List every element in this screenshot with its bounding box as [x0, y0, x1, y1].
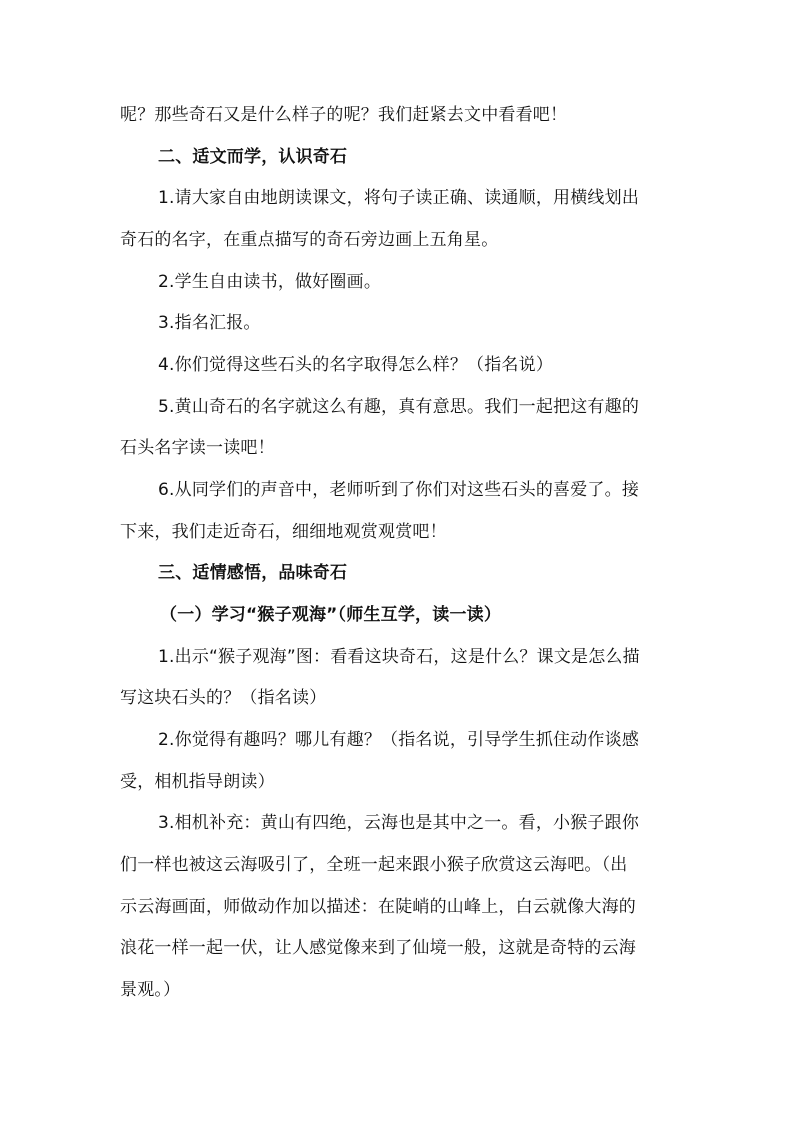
subsection-heading: （一）学习“猴子观海”（师生互学，读一读） [160, 605, 502, 625]
paragraph-line: 5.黄山奇石的名字就这么有趣，真有意思。我们一起把这有趣的 [158, 397, 640, 417]
paragraph-line: 受，相机指导朗读） [120, 772, 275, 792]
paragraph-line: 6.从同学们的声音中，老师听到了你们对这些石头的喜爱了。接 [158, 480, 640, 500]
paragraph-line: 3.相机补充：黄山有四绝，云海也是其中之一。看，小猴子跟你 [158, 813, 640, 833]
paragraph-line: 石头名字读一读吧！ [120, 438, 275, 458]
paragraph-line: 4.你们觉得这些石头的名字取得怎么样？（指名说） [158, 355, 554, 375]
paragraph-line: 奇石的名字，在重点描写的奇石旁边画上五角星。 [120, 230, 499, 250]
paragraph-line: 1.请大家自由地朗读课文，将句子读正确、读通顺，用横线划出 [158, 188, 640, 208]
paragraph-line: 浪花一样一起一伏，让人感觉像来到了仙境一般，这就是奇特的云海 [120, 938, 636, 958]
paragraph-line: 写这块石头的？（指名读） [120, 688, 327, 708]
paragraph-line: 下来，我们走近奇石，细细地观赏观赏吧！ [120, 522, 447, 542]
paragraph-line: 3.指名汇报。 [158, 313, 261, 333]
paragraph-line: 1.出示“猴子观海”图：看看这块奇石，这是什么？课文是怎么描 [158, 647, 640, 667]
paragraph-line: 景观。） [120, 980, 181, 1000]
paragraph-line: 们一样也被这云海吸引了，全班一起来跟小猴子欣赏这云海吧。（出 [120, 855, 628, 875]
paragraph-line: 呢？那些奇石又是什么样子的呢？我们赶紧去文中看看吧！ [120, 105, 568, 125]
section-heading: 二、适文而学，认识奇石 [158, 147, 348, 167]
paragraph-line: 2.学生自由读书，做好圈画。 [158, 272, 382, 292]
paragraph-line: 2.你觉得有趣吗？哪儿有趣？（指名说，引导学生抓住动作谈感 [158, 730, 640, 750]
paragraph-line: 示云海画面，师做动作加以描述：在陡峭的山峰上，白云就像大海的 [120, 897, 636, 917]
section-heading: 三、适情感悟，品味奇石 [158, 563, 348, 583]
